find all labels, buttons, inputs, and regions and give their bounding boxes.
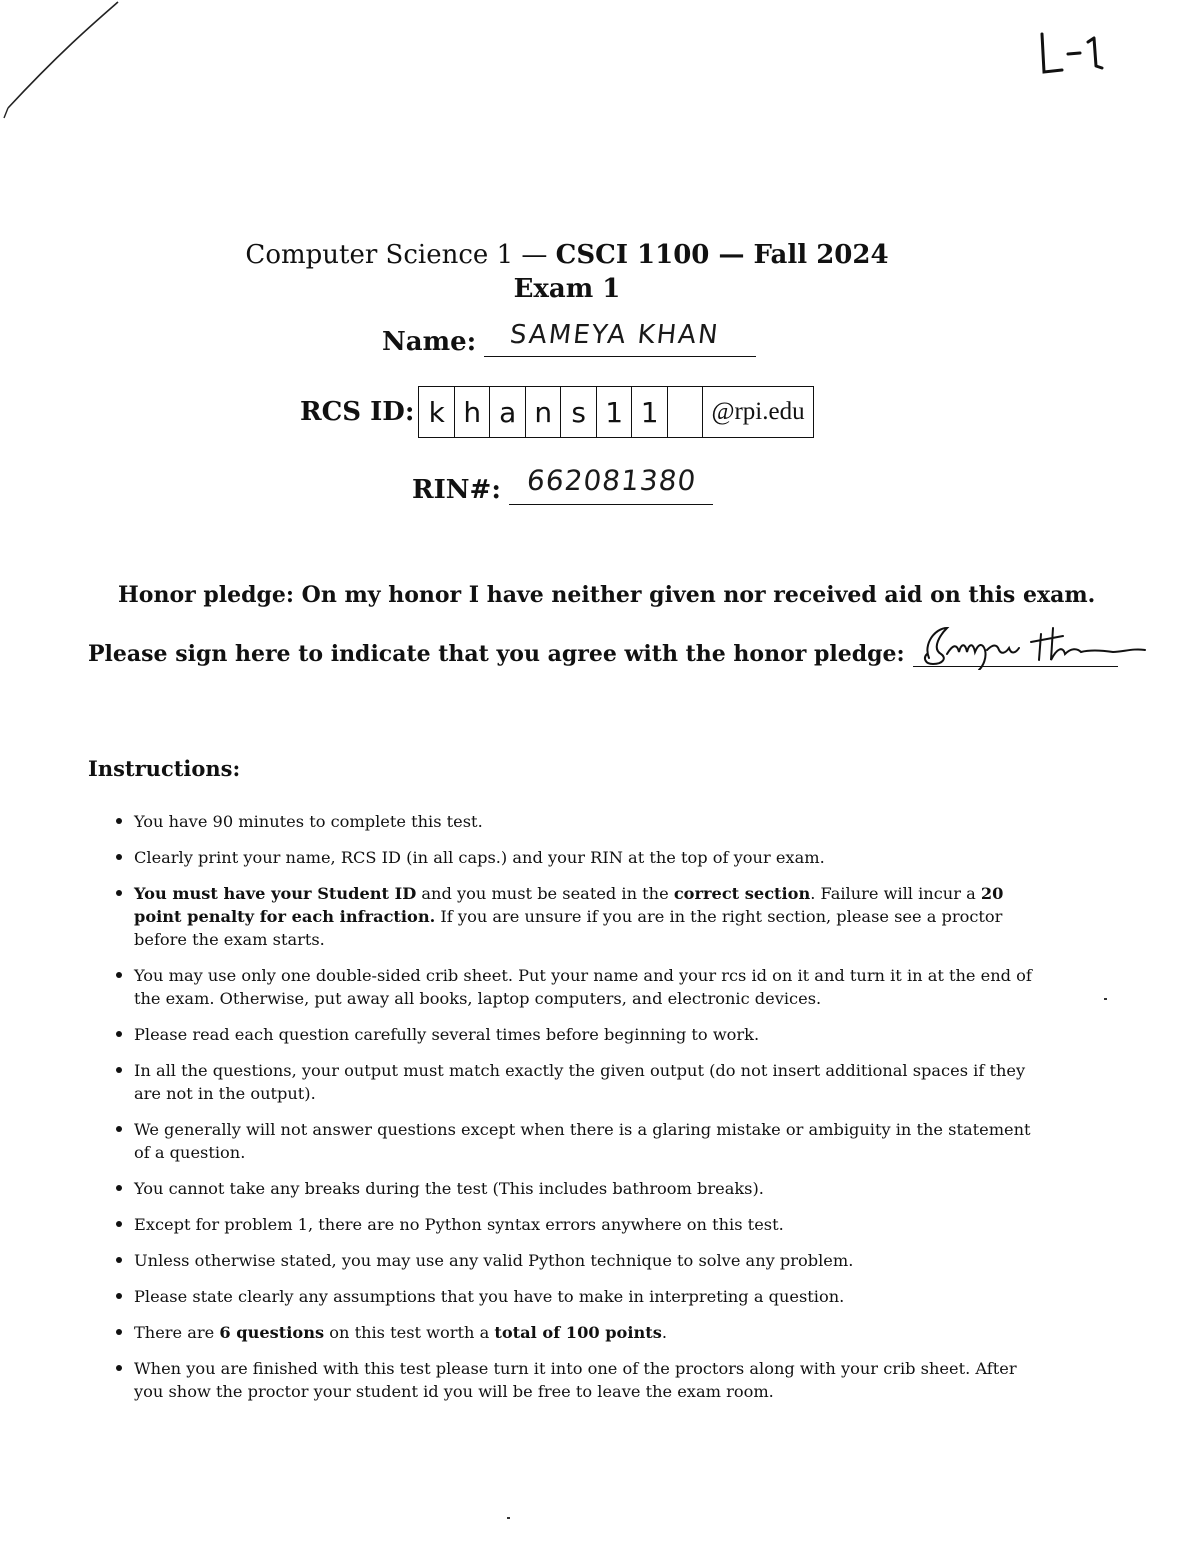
instructions-list xyxy=(112,810,1044,1416)
signature-field xyxy=(88,636,1118,667)
rin-label: RIN#: xyxy=(412,475,501,505)
instruction-text: You may use only one double-sided crib sheet. Put your name and your rcs id on it and turn it in at the end of the exam. Otherwise, put away all books, laptop computers, and electronic devices. xyxy=(134,966,1032,1008)
rcs-id-box[interactable]: a xyxy=(490,387,526,437)
rin-handwritten-value: 662081380 xyxy=(525,464,698,497)
instruction-text: on this test worth a xyxy=(324,1323,495,1342)
instruction-text: 6 questions xyxy=(219,1323,325,1342)
exam-number-title: Exam 1 xyxy=(513,274,621,304)
handwritten-signature xyxy=(913,614,1153,670)
instruction-item xyxy=(112,1321,1044,1344)
rcs-id-field xyxy=(300,386,814,438)
instruction-item xyxy=(112,1213,1044,1236)
instruction-text: You cannot take any breaks during the test (This includes bathroom breaks). xyxy=(134,1179,764,1198)
instruction-text: Except for problem 1, there are no Python syntax errors anywhere on this test. xyxy=(134,1215,784,1234)
instruction-item xyxy=(112,1357,1044,1403)
rcs-id-box[interactable]: s xyxy=(561,387,597,437)
instruction-item xyxy=(112,810,1044,833)
name-label: Name: xyxy=(382,327,477,357)
instruction-item xyxy=(112,1177,1044,1200)
pen-stroke-mark xyxy=(0,0,130,130)
instruction-text: When you are finished with this test please turn it into one of the proctors along with your crib sheet. After you show the proctor your student id you will be free to leave the exam room. xyxy=(134,1359,1017,1401)
rin-answer-line[interactable] xyxy=(509,464,713,505)
rcs-id-boxes xyxy=(418,386,813,438)
rcs-id-box[interactable]: k xyxy=(419,387,455,437)
instruction-item xyxy=(112,882,1044,951)
rcs-id-box[interactable]: n xyxy=(526,387,562,437)
rcs-id-box[interactable]: 1 xyxy=(632,387,668,437)
signature-line[interactable] xyxy=(913,636,1118,667)
stray-mark xyxy=(1104,998,1107,1000)
instruction-text: . Failure will incur a xyxy=(810,884,981,903)
instruction-item xyxy=(112,1059,1044,1105)
instruction-text: 20 point penalty for each infraction. xyxy=(134,884,1004,926)
instruction-text: . xyxy=(661,1323,668,1342)
instruction-item xyxy=(112,1249,1044,1272)
instruction-item xyxy=(112,964,1044,1010)
instruction-text: Unless otherwise stated, you may use any valid Python technique to solve any problem. xyxy=(134,1251,854,1270)
instruction-text: We generally will not answer questions except when there is a glaring mistake or ambiguity in the statement of a question. xyxy=(134,1120,1031,1162)
rcs-id-label: RCS ID: xyxy=(300,397,415,427)
instruction-item xyxy=(112,1285,1044,1308)
instruction-text: Clearly print your name, RCS ID (in all caps.) and your RIN at the top of your exam. xyxy=(134,848,825,867)
rcs-id-domain: @rpi.edu xyxy=(711,398,805,425)
instruction-text: You must have your Student ID xyxy=(134,884,417,903)
exam-course-title xyxy=(0,240,1134,270)
instruction-item xyxy=(112,1023,1044,1046)
name-field xyxy=(382,322,756,357)
instruction-text: correct section xyxy=(673,884,811,903)
instruction-text: Please state clearly any assumptions that you have to make in interpreting a question. xyxy=(134,1287,845,1306)
handwritten-page-label xyxy=(1036,28,1116,88)
instruction-text: and you must be seated in the xyxy=(416,884,674,903)
instruction-text: You have 90 minutes to complete this test. xyxy=(134,812,483,831)
rcs-id-box[interactable]: h xyxy=(455,387,491,437)
name-handwritten-value: SAMEYA KHAN xyxy=(508,320,722,350)
stray-mark xyxy=(507,1517,510,1519)
rcs-id-box[interactable] xyxy=(668,387,704,437)
signature-prompt: Please sign here to indicate that you agree with the honor pledge: xyxy=(88,641,905,667)
rcs-id-box[interactable]: 1 xyxy=(597,387,633,437)
instruction-item xyxy=(112,1118,1044,1164)
instruction-text: If you are unsure if you are in the right section, please see a proctor before the exam starts. xyxy=(134,907,1003,949)
instruction-text: Please read each question carefully several times before beginning to work. xyxy=(134,1025,760,1044)
instruction-text: There are xyxy=(134,1323,220,1342)
instruction-text: total of 100 points xyxy=(494,1323,662,1342)
course-title-prefix: Computer Science 1 — xyxy=(245,240,556,270)
instructions-heading: Instructions: xyxy=(88,756,241,781)
rin-field xyxy=(412,464,713,505)
instruction-item xyxy=(112,846,1044,869)
honor-pledge-statement: Honor pledge: On my honor I have neither given nor received aid on this exam. xyxy=(118,582,1096,608)
instruction-text: In all the questions, your output must match exactly the given output (do not insert additional spaces if they are not in the output). xyxy=(134,1061,1026,1103)
name-answer-line[interactable] xyxy=(484,322,756,357)
course-title-code: CSCI 1100 — Fall 2024 xyxy=(555,240,889,270)
